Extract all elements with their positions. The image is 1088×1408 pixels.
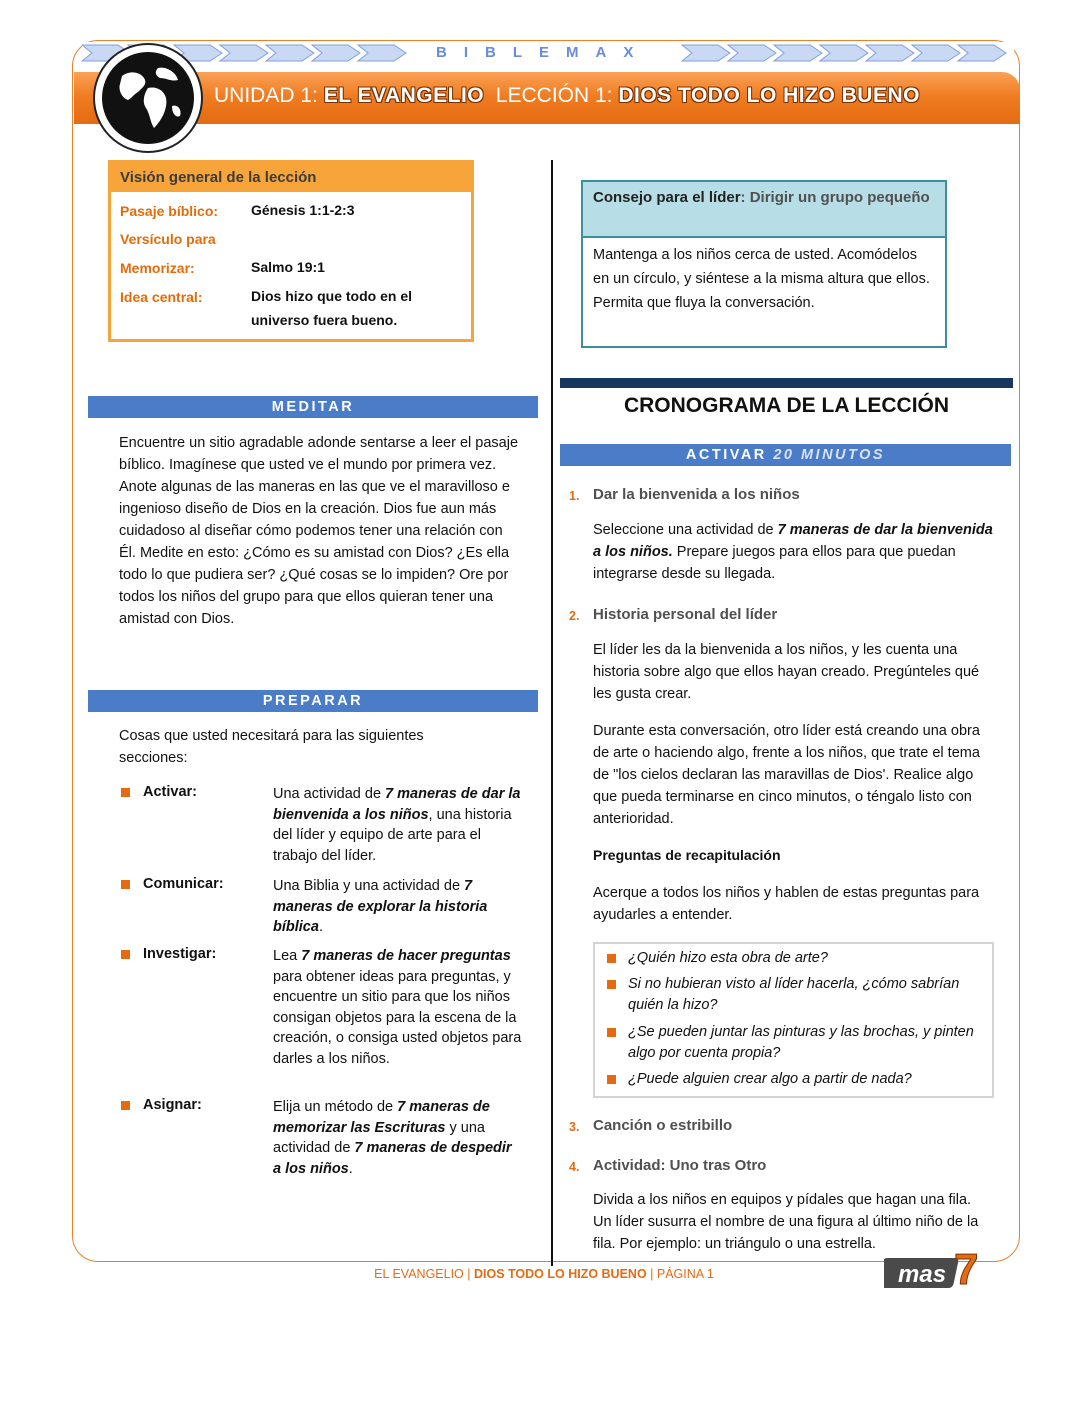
overview-label-memorize: Memorizar: bbox=[120, 260, 195, 276]
recap-question: ¿Quién hizo esta obra de arte? bbox=[628, 950, 828, 966]
section-rule bbox=[560, 378, 1013, 388]
bullet-icon bbox=[607, 954, 616, 963]
lesson-overview-box bbox=[108, 160, 474, 342]
bullet-icon bbox=[607, 1028, 616, 1037]
activar-time: 20 MINUTOS bbox=[773, 447, 886, 463]
step-number: 3. bbox=[569, 1120, 580, 1134]
step1-body: Seleccione una actividad de 7 maneras de dar la bienvenida a los niños. Prepare juegos para ellos para que puedan integrarse desde su llegada. bbox=[593, 522, 993, 582]
bullet-icon bbox=[607, 980, 616, 989]
preparar-header: PREPARAR bbox=[88, 690, 538, 712]
activar-label: ACTIVAR bbox=[685, 447, 767, 463]
activar-header bbox=[560, 444, 1011, 466]
preparar-intro: Cosas que usted necesitará para las siguientes secciones: bbox=[119, 728, 424, 766]
prep-text-comunicar: Una Biblia y una actividad de 7 maneras de explorar la historia bíblica. bbox=[273, 878, 488, 935]
tip-header bbox=[583, 182, 945, 238]
mas7-logo bbox=[884, 1244, 994, 1290]
bullet-icon bbox=[121, 950, 130, 959]
logo-text: mas bbox=[898, 1261, 947, 1288]
unit-prefix: UNIDAD 1: bbox=[214, 84, 318, 107]
unit-name: EL EVANGELIO bbox=[323, 84, 485, 107]
globe-icon bbox=[92, 42, 204, 154]
bullet-icon bbox=[607, 1075, 616, 1084]
prep-text-investigar: Lea 7 maneras de hacer preguntas para obtener ideas para preguntas, y encuentre un sitio para que los niños consigan objetos para la escena de la creación, o consiga usted objetos para darles a los niños. bbox=[273, 948, 522, 1067]
overview-label-central-idea: Idea central: bbox=[120, 289, 203, 305]
prep-label-comunicar: Comunicar: bbox=[143, 876, 224, 892]
step-number: 1. bbox=[569, 489, 580, 503]
prep-label-activar: Activar: bbox=[143, 784, 197, 800]
bullet-icon bbox=[121, 788, 130, 797]
overview-value-memorize: Salmo 19:1 bbox=[251, 259, 325, 275]
recap-question: Si no hubieran visto al líder hacerla, ¿cómo sabrían quién la hizo? bbox=[628, 976, 960, 1013]
step4-body: Divida a los niños en equipos y pídales que hagan una fila. Un líder susurra el nombre de una figura al último niño de la fila. Por ejemplo: un triángulo o una estrella. bbox=[593, 1192, 979, 1252]
prep-label-asignar: Asignar: bbox=[143, 1097, 202, 1113]
leader-tip-box bbox=[581, 180, 947, 348]
step-number: 2. bbox=[569, 609, 580, 623]
overview-title: Visión general de la lección bbox=[111, 163, 471, 192]
step-title-welcome: Dar la bienvenida a los niños bbox=[593, 486, 800, 503]
footer-page: | PÁGINA 1 bbox=[646, 1267, 714, 1281]
step2-body-2: Durante esta conversación, otro líder está creando una obra de arte o haciendo algo, frente a los niños, que trate el tema de "los cielos declaran las maravillas de Dios'. Realice algo que pueda terminarse en cinco minutos, o téngalo listo con anterioridad. bbox=[593, 723, 980, 827]
recap-question: ¿Se pueden juntar las pinturas y las brochas, y pinten algo por cuenta propia? bbox=[628, 1024, 974, 1061]
meditar-body: Encuentre un sitio agradable adonde sentarse a leer el pasaje bíblico. Imagínese que usted ve el mundo por primera vez. Anote algunas de las maneras en las que ve el maravilloso e ingenioso diseño de Dios en la creación. Dios fue aun más cuidadoso al diseñar cómo podemos tener una relación con Él. Medite en esto: ¿Cómo es su amistad con Dios? ¿Es ella todo lo que pudiera ser? ¿Qué cosas se lo impiden? Ore por todos los niños del grupo para que ellos quieran tener una amistad con Dios. bbox=[119, 435, 519, 627]
bullet-icon bbox=[121, 1101, 130, 1110]
bullet-icon bbox=[121, 880, 130, 889]
lesson-prefix: LECCIÓN 1: bbox=[495, 84, 613, 107]
prep-label-investigar: Investigar: bbox=[143, 946, 217, 962]
step-number: 4. bbox=[569, 1160, 580, 1174]
tip-topic: : Dirigir un grupo pequeño bbox=[740, 189, 930, 206]
step-title-song: Canción o estribillo bbox=[593, 1117, 733, 1134]
prep-text-asignar: Elija un método de 7 maneras de memorizar las Escrituras y una actividad de 7 maneras de despedir a los niños. bbox=[273, 1099, 512, 1177]
footer-unit: EL EVANGELIO | bbox=[374, 1267, 474, 1281]
step-title-activity: Actividad: Uno tras Otro bbox=[593, 1157, 767, 1174]
overview-label-passage: Pasaje bíblico: bbox=[120, 203, 219, 219]
step2-body-1: El líder les da la bienvenida a los niños, y les cuenta una historia sobre algo que ellos hayan creado. Pregúnteles qué les gusta crear. bbox=[593, 642, 980, 702]
column-divider bbox=[551, 160, 553, 1266]
footer-lesson: DIOS TODO LO HIZO BUENO bbox=[473, 1267, 647, 1281]
step-title-leader-story: Historia personal del líder bbox=[593, 606, 778, 623]
overview-value-passage: Génesis 1:1-2:3 bbox=[251, 202, 355, 218]
logo-number: 7 bbox=[954, 1245, 979, 1290]
tip-label: Consejo para el líder bbox=[593, 189, 741, 206]
overview-value-central-idea: Dios hizo que todo en el universo fuera bueno. bbox=[251, 288, 412, 328]
brand-wordmark: BIBLEMAX bbox=[426, 42, 660, 64]
prep-text-activar: Una actividad de 7 maneras de dar la bienvenida a los niños, una historia del líder y equipo de arte para el trabajo del líder. bbox=[273, 786, 521, 864]
cronograma-title: CRONOGRAMA DE LA LECCIÓN bbox=[623, 394, 950, 417]
recap-title: Preguntas de recapitulación bbox=[593, 847, 781, 863]
unit-lesson-title bbox=[214, 82, 920, 110]
overview-label-verse: Versículo para bbox=[120, 231, 216, 247]
recap-intro: Acerque a todos los niños y hablen de estas preguntas para ayudarles a entender. bbox=[593, 885, 980, 923]
lesson-name: DIOS TODO LO HIZO BUENO bbox=[618, 84, 920, 107]
recap-question: ¿Puede alguien crear algo a partir de nada? bbox=[628, 1071, 912, 1087]
tip-body: Mantenga a los niños cerca de usted. Acomódelos en un círculo, y siéntese a la misma altura que ellos. Permita que fluya la conversación. bbox=[593, 247, 930, 311]
meditar-header: MEDITAR bbox=[88, 396, 538, 418]
